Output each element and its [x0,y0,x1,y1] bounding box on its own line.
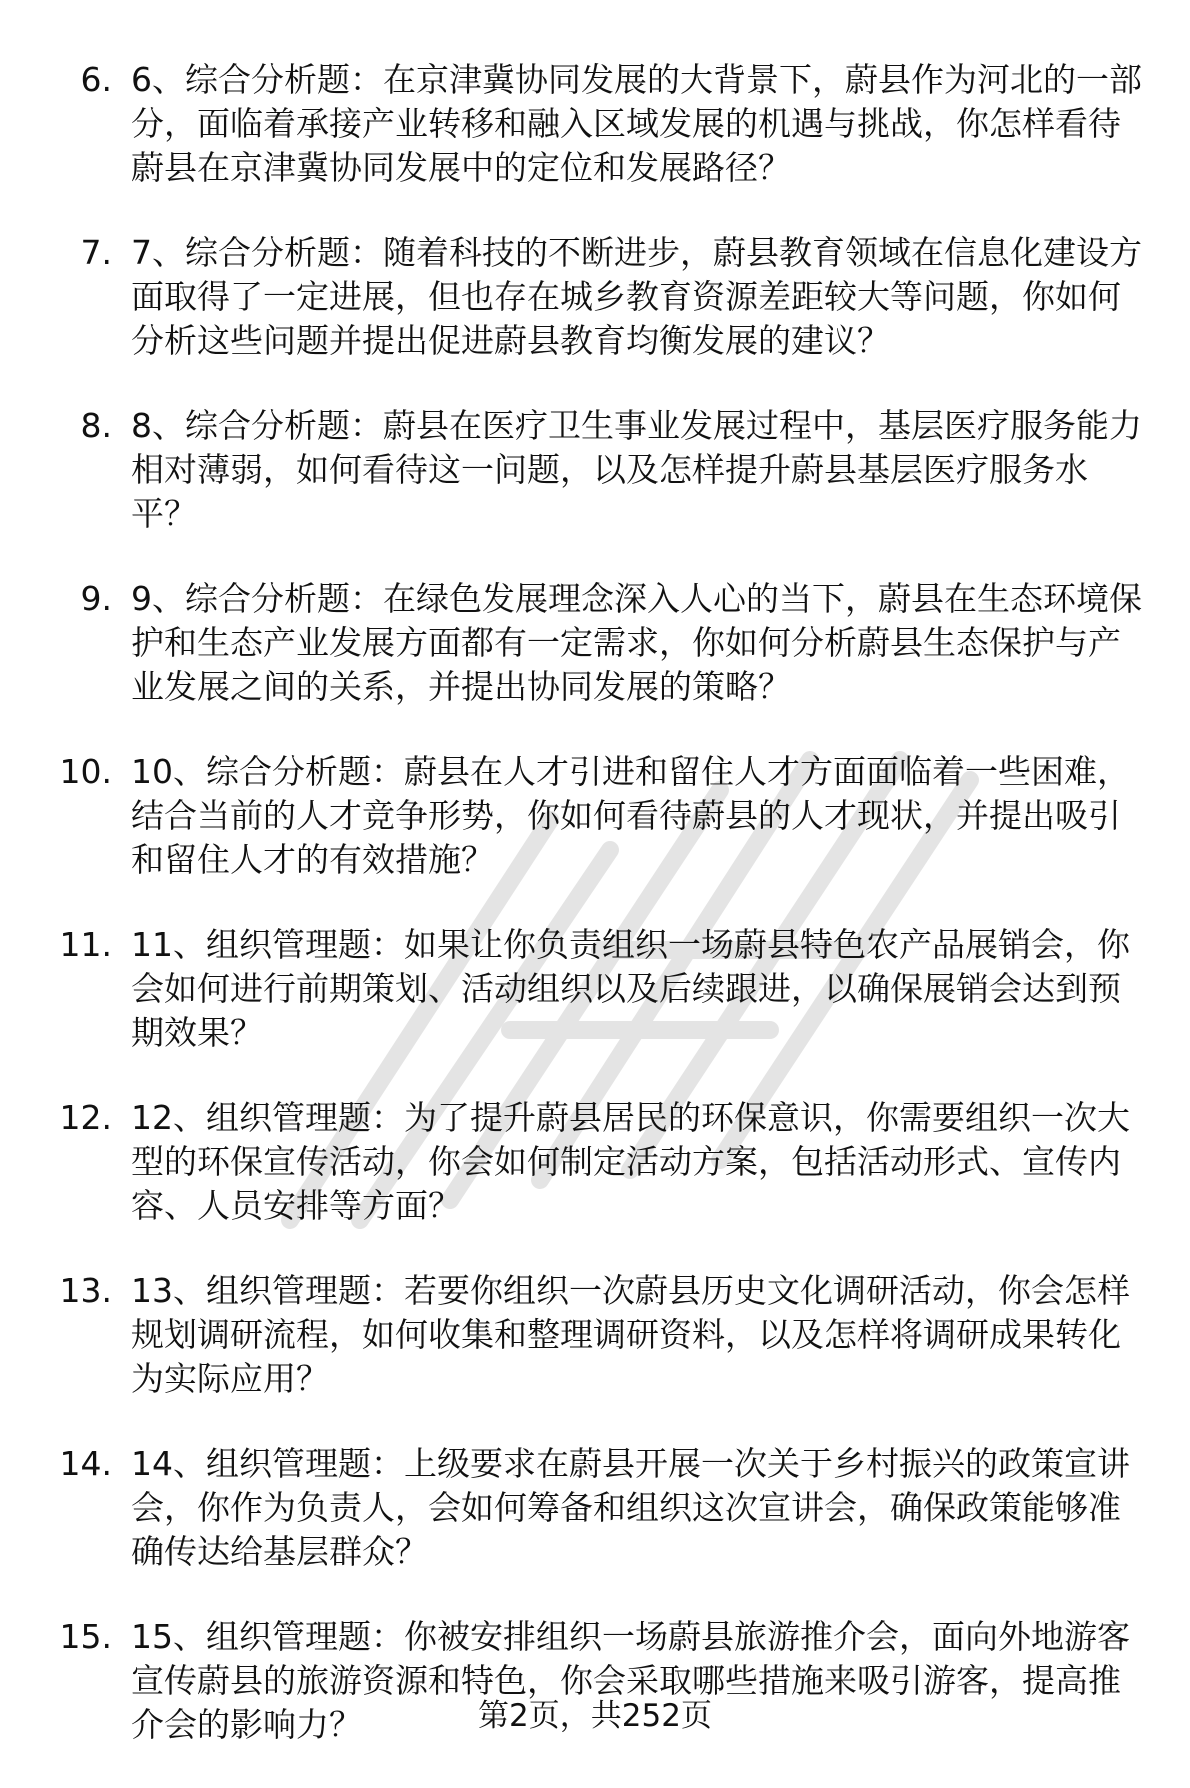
question-item [0,404,1190,536]
question-text: 12、组织管理题：为了提升蔚县居民的环保意识，你需要组织一次大型的环保宣传活动，你会如何制定活动方案，包括活动形式、宣传内容、人员安排等方面？ [131,1098,1130,1225]
question-text: 15、组织管理题：你被安排组织一场蔚县旅游推介会，面向外地游客宣传蔚县的旅游资源和特色，你会采取哪些措施来吸引游客，提高推介会的影响力？ [131,1617,1130,1744]
question-number: 11. [59,925,112,964]
question-item [0,58,1190,190]
question-item [0,1096,1190,1228]
question-text: 9、综合分析题：在绿色发展理念深入人心的当下，蔚县在生态环境保护和生态产业发展方面都有一定需求，你如何分析蔚县生态保护与产业发展之间的关系，并提出协同发展的策略？ [131,579,1142,706]
question-number: 10. [59,752,112,791]
question-item [0,1442,1190,1574]
question-list [0,58,1190,1788]
question-text: 11、组织管理题：如果让你负责组织一场蔚县特色农产品展销会，你会如何进行前期策划、活动组织以及后续跟进，以确保展销会达到预期效果？ [131,925,1130,1052]
question-number: 14. [59,1444,112,1483]
question-text: 6、综合分析题：在京津冀协同发展的大背景下，蔚县作为河北的一部分，面临着承接产业转移和融入区域发展的机遇与挑战，你怎样看待蔚县在京津冀协同发展中的定位和发展路径？ [131,60,1142,187]
question-number: 6. [80,60,112,99]
question-text: 10、综合分析题：蔚县在人才引进和留住人才方面面临着一些困难，结合当前的人才竞争形势，你如何看待蔚县的人才现状，并提出吸引和留住人才的有效措施？ [131,752,1130,879]
question-number: 13. [59,1271,112,1310]
question-item [0,750,1190,882]
question-item [0,1269,1190,1401]
question-item [0,231,1190,363]
question-number: 8. [80,406,112,445]
question-item [0,923,1190,1055]
question-item [0,577,1190,709]
question-number: 9. [80,579,112,618]
question-number: 15. [59,1617,112,1656]
question-text: 14、组织管理题：上级要求在蔚县开展一次关于乡村振兴的政策宣讲会，你作为负责人，会如何筹备和组织这次宣讲会，确保政策能够准确传达给基层群众？ [131,1444,1130,1571]
question-text: 7、综合分析题：随着科技的不断进步，蔚县教育领域在信息化建设方面取得了一定进展，但也存在城乡教育资源差距较大等问题，你如何分析这些问题并提出促进蔚县教育均衡发展的建议？ [131,233,1142,360]
question-number: 7. [80,233,112,272]
question-text: 8、综合分析题：蔚县在医疗卫生事业发展过程中，基层医疗服务能力相对薄弱，如何看待这一问题，以及怎样提升蔚县基层医疗服务水平？ [131,406,1142,533]
page-footer: 第2页，共252页 [478,1698,712,1734]
question-number: 12. [59,1098,112,1137]
question-text: 13、组织管理题：若要你组织一次蔚县历史文化调研活动，你会怎样规划调研流程，如何收集和整理调研资料，以及怎样将调研成果转化为实际应用？ [131,1271,1130,1398]
